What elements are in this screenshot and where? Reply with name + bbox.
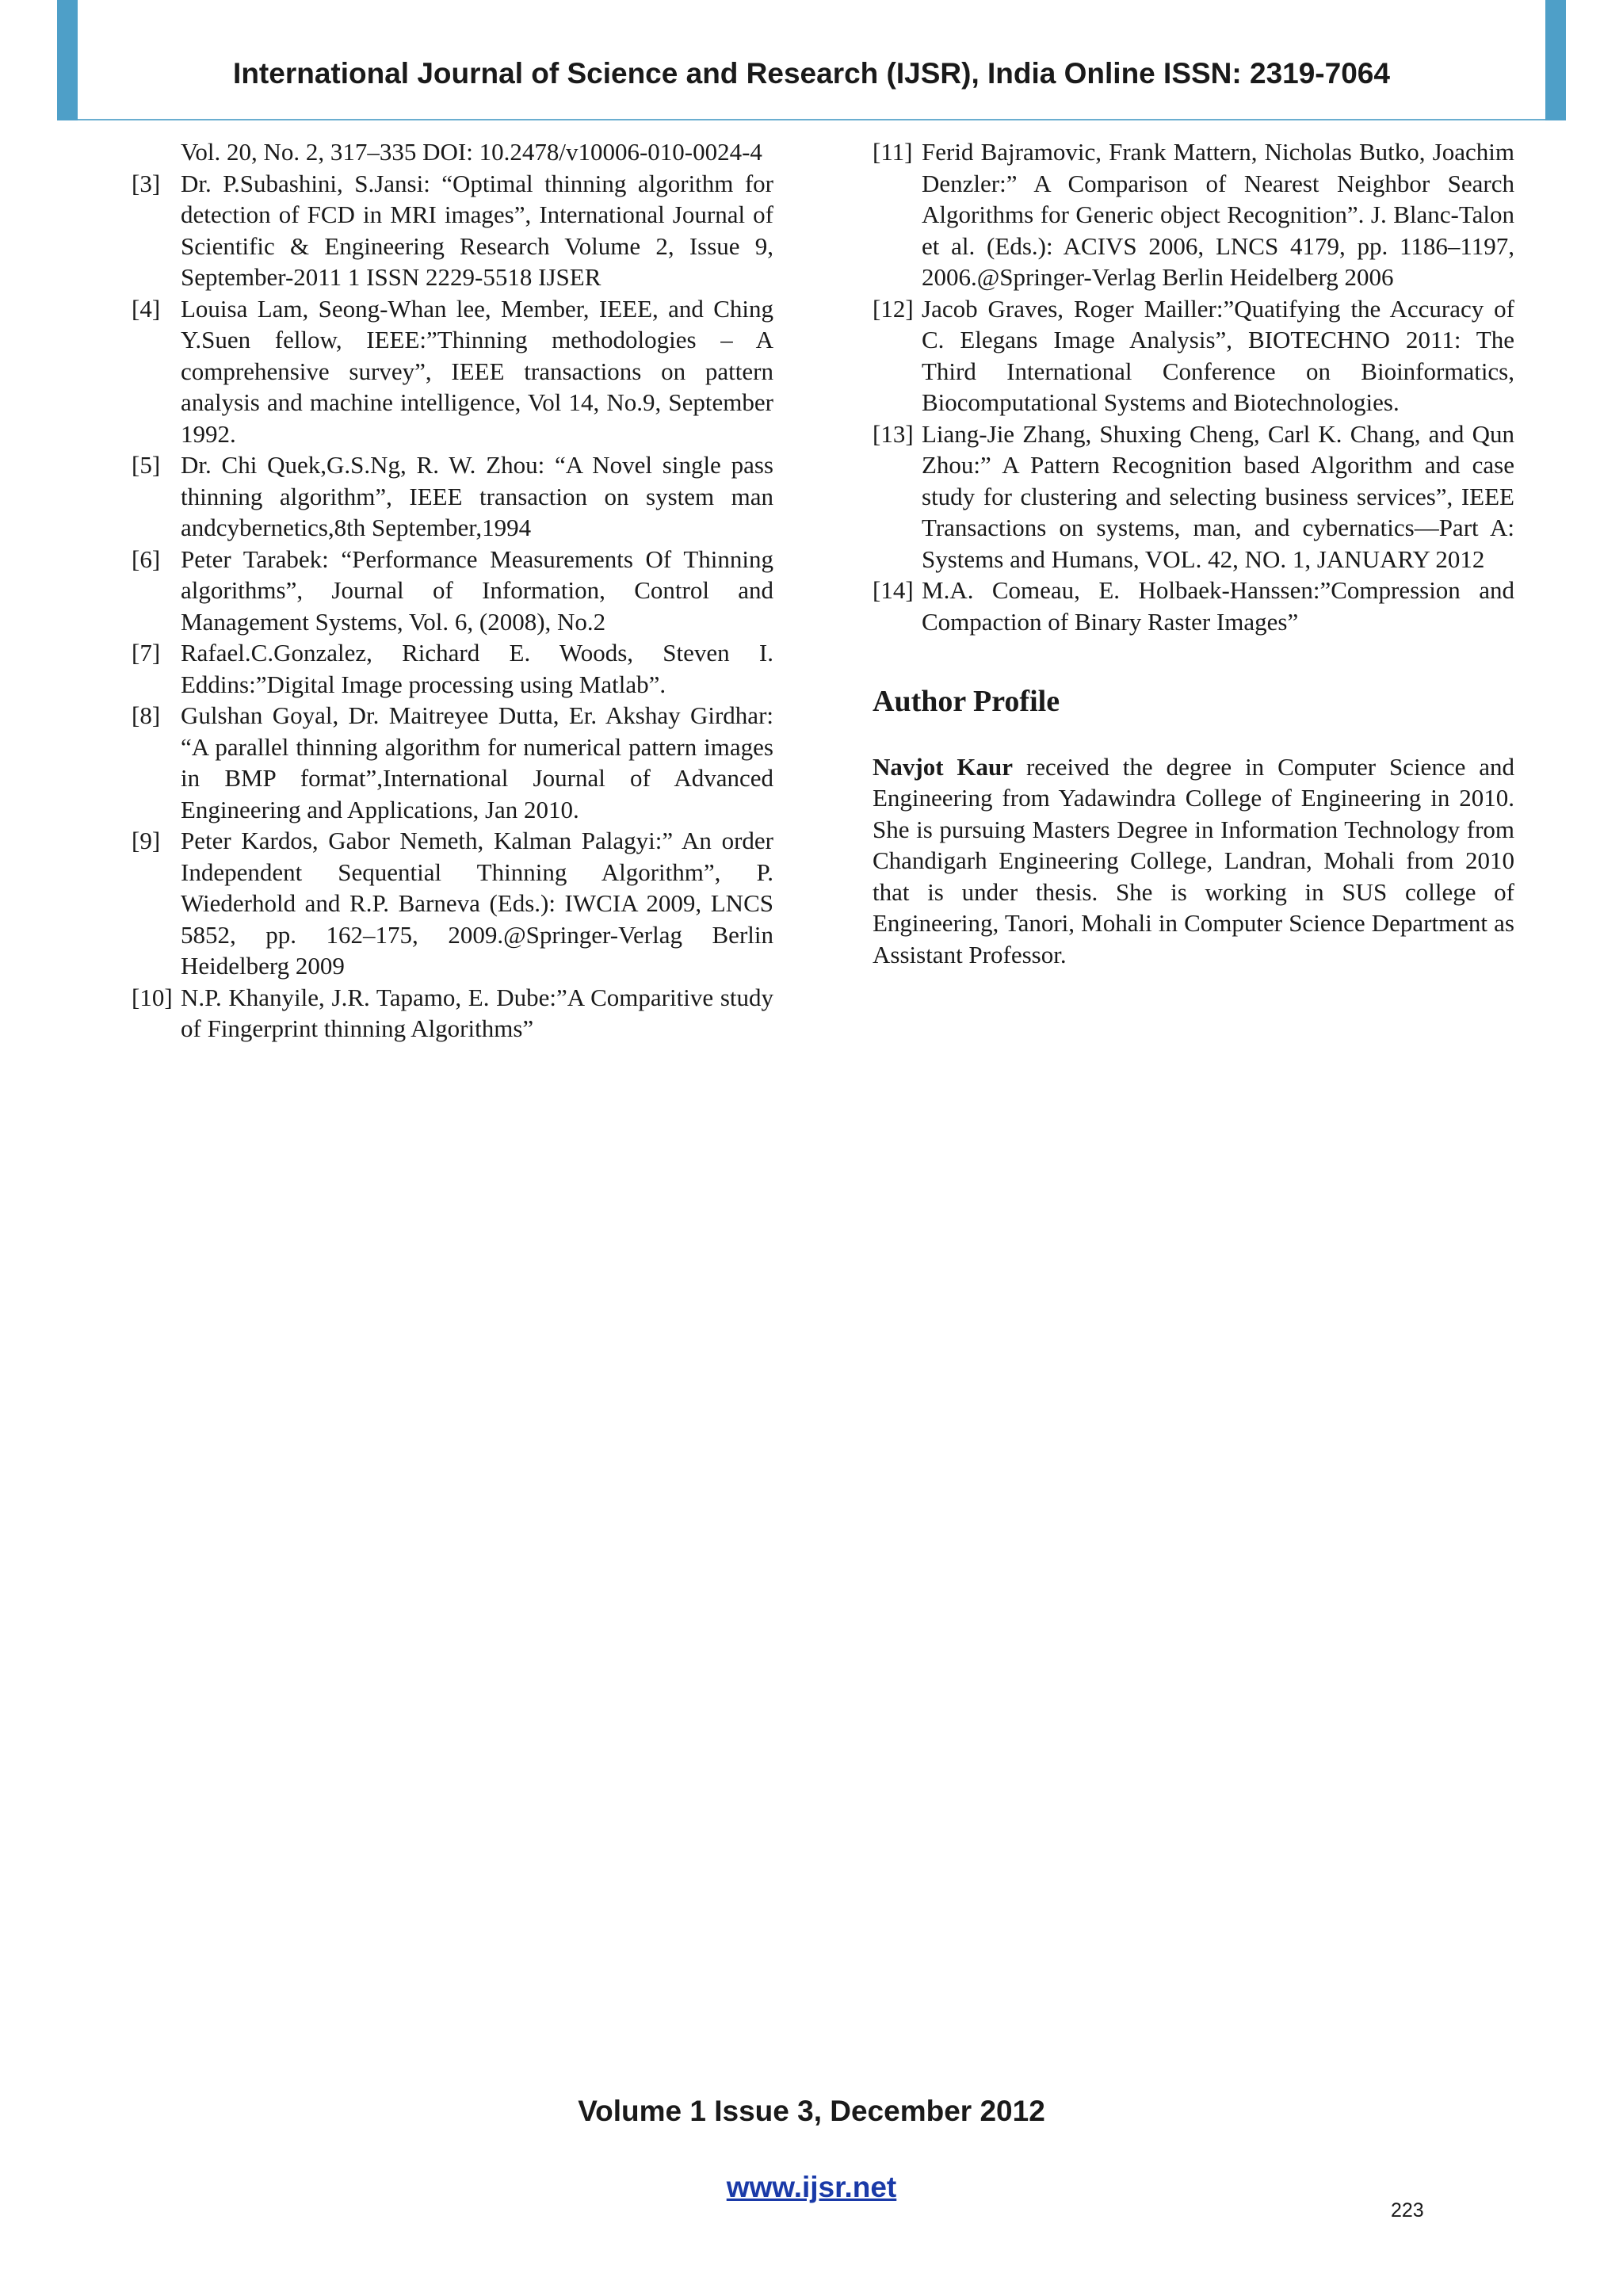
journal-header-title: International Journal of Science and Research (IJSR), India Online ISSN: 2319-7064 [233,57,1390,90]
reference-text: Louisa Lam, Seong-Whan lee, Member, IEEE, and Ching Y.Suen fellow, IEEE:”Thinning methodologies – A comprehensive survey”, IEEE transactions on pattern analysis and machine intelligence, Vol 14, No.9, September 1992. [181,294,773,448]
reference-continuation [132,136,773,168]
reference-text: Gulshan Goyal, Dr. Maitreyee Dutta, Er. Akshay Girdhar: “A parallel thinning algorithm for numerical pattern images in BMP format”,International Journal of Advanced Engineering and Applications, Jan 2010. [181,701,773,823]
reference-item [132,982,773,1045]
reference-number: [3] [132,169,161,197]
reference-text: Dr. Chi Quek,G.S.Ng, R. W. Zhou: “A Novel single pass thinning algorithm”, IEEE transaction on system man andcybernetics,8th September,1994 [181,451,773,541]
reference-text: Dr. P.Subashini, S.Jansi: “Optimal thinning algorithm for detection of FCD in MRI images”, International Journal of Scientific & Engineering Research Volume 2, Issue 9, September-2011 1 ISSN 2229-5518 IJSER [181,169,773,291]
author-name: Navjot Kaur [873,752,1014,781]
left-column [132,136,773,1045]
author-bio [873,751,1514,971]
reference-text: M.A. Comeau, E. Holbaek-Hanssen:”Compression and Compaction of Binary Raster Images” [922,576,1514,636]
reference-item [873,293,1514,418]
reference-number: [12] [873,294,914,323]
reference-text: Peter Kardos, Gabor Nemeth, Kalman Palagyi:” An order Independent Sequential Thinning Algorithm”, P. Wiederhold and R.P. Barneva (Eds.): IWCIA 2009, LNCS 5852, pp. 162–175, 2009.@Springer-Verlag Berlin Heidelberg 2009 [181,827,773,980]
reference-number: [14] [873,576,914,604]
reference-text: Rafael.C.Gonzalez, Richard E. Woods, Steven I. Eddins:”Digital Image processing using Matlab”. [181,639,773,698]
right-column [873,136,1514,970]
reference-number: [8] [132,701,161,729]
reference-text: Liang-Jie Zhang, Shuxing Cheng, Carl K. Chang, and Qun Zhou:” A Pattern Recognition based Algorithm and case study for clustering and selecting business services”, IEEE Transactions on systems, man, and cybernatics—Part A: Systems and Humans, VOL. 42, NO. 1, JANUARY 2012 [922,419,1514,573]
reference-item [132,449,773,544]
author-bio-text: received the degree in Computer Science and Engineering from Yadawindra College of Engineering in 2010. She is pursuing Masters Degree in Information Technology from Chandigarh Engineering College, Landran, Mohali from 2010 that is under thesis. She is working in SUS college of Engineering, Tanori, Mohali in Computer Science Department as Assistant Professor. [873,752,1514,968]
reference-number: [5] [132,451,161,479]
reference-number: [6] [132,544,161,573]
reference-item [873,575,1514,637]
reference-item [132,293,773,450]
reference-number: [11] [873,138,913,166]
page-number: 223 [1391,2199,1424,2222]
reference-item [132,168,773,293]
reference-text: Ferid Bajramovic, Frank Mattern, Nicholas Butko, Joachim Denzler:” A Comparison of Nearest Neighbor Search Algorithms for Generic object Recognition”. J. Blanc-Talon et al. (Eds.): ACIVS 2006, LNCS 4179, pp. 1186–1197, 2006.@Springer-Verlag Berlin Heidelberg 2006 [922,138,1514,291]
reference-item [873,418,1514,575]
reference-item [132,544,773,638]
reference-number: [10] [132,983,173,1011]
reference-text: Peter Tarabek: “Performance Measurements Of Thinning algorithms”, Journal of Information, Control and Management Systems, Vol. 6, (2008), No.2 [181,544,773,636]
reference-number: [4] [132,294,161,323]
footer-website-link[interactable]: www.ijsr.net [726,2171,897,2203]
footer-issue: Volume 1 Issue 3, December 2012 [578,2095,1045,2127]
reference-item [132,637,773,700]
reference-item [132,825,773,982]
reference-text: Jacob Graves, Roger Mailler:”Quatifying the Accuracy of C. Elegans Image Analysis”, BIOTECHNO 2011: The Third International Conference on Bioinformatics, Biocomputational Systems and Biotechnologies. [922,294,1514,416]
reference-item [873,136,1514,293]
reference-item [132,700,773,825]
reference-number: [13] [873,419,914,448]
reference-text: Vol. 20, No. 2, 317–335 DOI: 10.2478/v10006-010-0024-4 [181,138,762,166]
section-title-author-profile: Author Profile [873,685,1060,718]
reference-text: N.P. Khanyile, J.R. Tapamo, E. Dube:”A Comparitive study of Fingerprint thinning Algorithms” [181,983,773,1042]
reference-number: [9] [132,827,161,854]
reference-number: [7] [132,639,161,667]
